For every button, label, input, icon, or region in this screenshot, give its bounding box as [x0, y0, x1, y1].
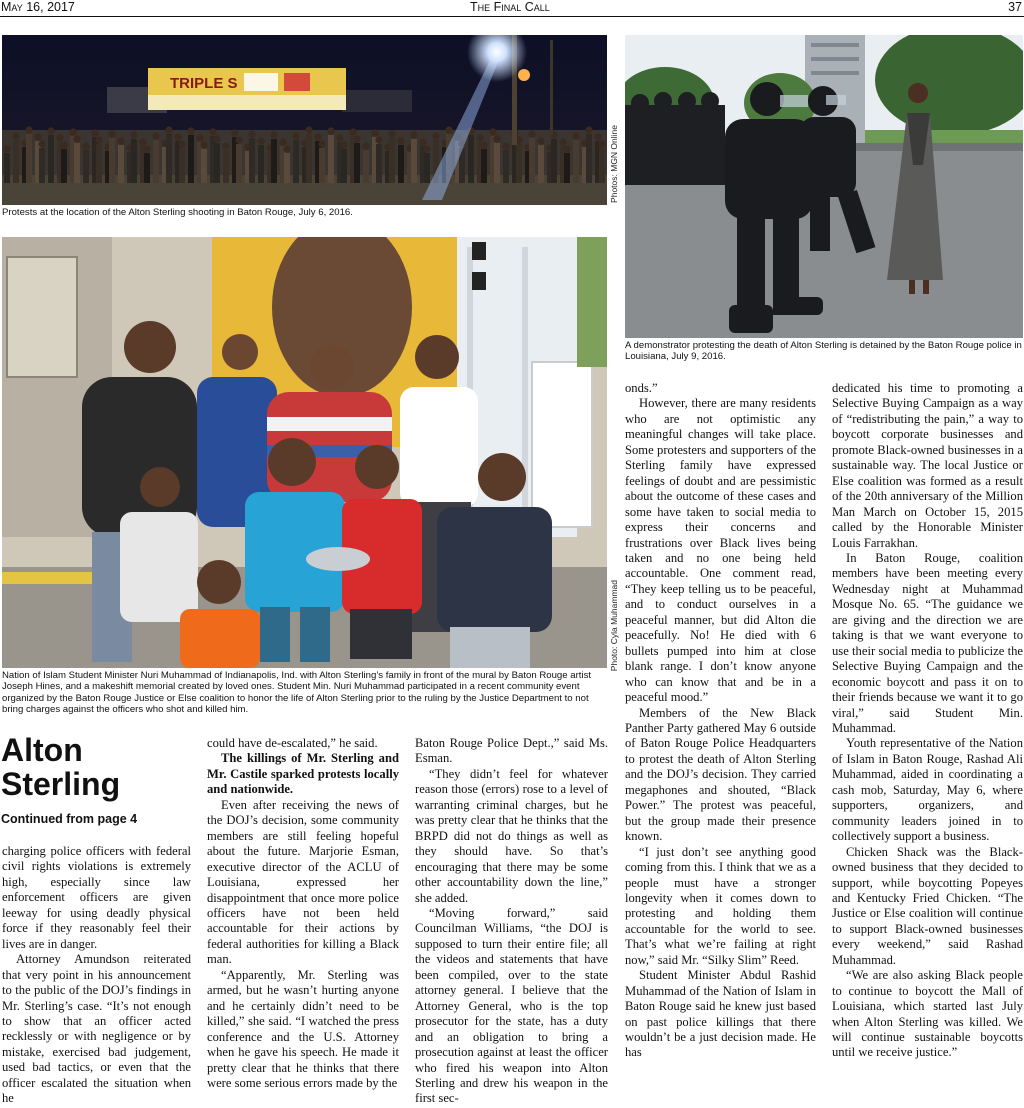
bold-paragraph: The killings of Mr. Sterling and Mr. Castile sparked protests locally and nationwide. [207, 751, 399, 797]
paragraph: onds.” [625, 381, 658, 395]
photo-credit-cyla: Photo: Cyla Muhammad [609, 580, 619, 672]
paragraph: Members of the New Black Panther Party gathered May 6 outside of Baton Rouge Police Headquarters to protest the death of Alton Sterling and the DOJ’s decision. They carried megaphones and shouted, “Black Power.” The protest was peaceful, but the group made their presence known. [625, 705, 816, 844]
paragraph: Baton Rouge Police Dept.,” said Ms. Esman. [415, 736, 608, 766]
article-column-3 [415, 736, 608, 1107]
page-number: 37 [1008, 0, 1022, 14]
paragraph: “Moving forward,” said Councilman Williams, “the DOJ is supposed to turn their entire file; all the videos and statements that have been compiled, over to the state attorney general. I believe that the Attorney General, who is the top prosecutor for the state, has a duty and an obligation to bring a prosecution against at least the officer who fired his weapon into Alton Sterling and drew his weapon in the first sec- [415, 905, 608, 1106]
paragraph: “We are also asking Black people to continue to boycott the Mall of Louisiana, which started last July when Alton Sterling was killed. We will continue sustainable boycotts until we receive justice.” [832, 968, 1023, 1060]
headline-line-2: Sterling [1, 766, 121, 802]
headline [1, 733, 120, 801]
paragraph: Youth representative of the Nation of Islam in Baton Rouge, Rashad Ali Muhammad, aided in coordinating a cash mob, Saturday, May 6, where supporters, organizers, and community leaders joined in to collectively support a business. [832, 736, 1023, 844]
article-column-4 [625, 381, 816, 1061]
police-detain-photo [625, 35, 1023, 338]
article-column-2 [207, 736, 399, 1091]
paragraph: Chicken Shack was the Black-owned business that they decided to support, while boycotting Popeyes and Kentucky Fried Chicken. “The Justice or Else coalition will continue to support Black-owned businesses every weekend,” said Rashad Muhammad. [832, 844, 1023, 967]
photo-credit-mgn: Photos: MGN Online [609, 125, 619, 203]
paragraph: Even after receiving the news of the DOJ’s decision, some community members are still feeling hopeful about the future. Marjorie Esman, executive director of the ACLU of Louisiana, expressed her disappointment that once more police officers have not been held accountable for their actions by federal authorities for killing a Black man. [207, 797, 399, 967]
paragraph: dedicated his time to promoting a Selective Buying Campaign as a way of “redistributing the pain,” a way to boycott corporate businesses and promote Black-owned businesses in a sustainable way. The local Justice or Else coalition was formed as a result of the 20th anniversary of the Million Man March on October 15, 2015 called by the Honorable Minister Louis Farrakhan. [832, 381, 1023, 550]
paragraph: However, there are many residents who are not optimistic any meaningful changes will take place. Some protesters and supporters of the Sterling family have expressed feelings of doubt and are pessimistic about the outcome of these cases and some have taken to social media to express their concerns and frustrations over Black lives being taken and no one being held accountable. One comment read, “They keep telling us to be peaceful, and to conduct ourselves in a peaceful manner, but did Alton die peacefully. No! He died with 6 bullets pumped into him at close blank range. I don’t know anyone who can know that and be in a peaceful mood.” [625, 396, 816, 705]
paragraph: “They didn’t feel for whatever reason those (errors) rose to a level of warranting criminal charges, but he was pretty clear that he thinks that the BRPD did not do things as well as they should have. So that’s encouraging that there may be some other accountability down the line,” she added. [415, 766, 608, 905]
paragraph: could have de-escalated,” he said. [207, 736, 378, 750]
family-photo-caption: Nation of Islam Student Minister Nuri Muhammad of Indianapolis, Ind. with Alton Sterling’s family in front of the mural by Baton Rouge artist Joseph Hines, and a makeshift memorial created by loved ones. Student Min. Nuri Muhammad participated in a recent community event organized by the Baton Rouge Justice or Else coalition to honor the life of Alton Sterling prior to the ruling by the Justice Department to not bring charges against the officers who shot and killed him. [2, 670, 592, 716]
police-photo-caption: A demonstrator protesting the death of Alton Sterling is detained by the Baton Rouge police in Louisiana, July 9, 2016. [625, 340, 1022, 363]
headline-line-1: Alton [1, 732, 83, 768]
issue-date: May 16, 2017 [1, 0, 75, 14]
crowd-protest-photo [2, 35, 607, 205]
article-column-5 [832, 381, 1023, 1061]
paragraph: “I just don’t see anything good coming from this. I think that we as a people must have a stronger longevity when it comes down to protesting and holding them accountable for the world to see. That’s what we’re failing at right now,” said Mr. “Silky Slim” Reed. [625, 844, 816, 967]
publication-name: The Final Call [470, 0, 550, 14]
page-header [0, 0, 1024, 17]
paragraph: Student Minister Abdul Rashid Muhammad of the Nation of Islam in Baton Rouge said he knew just based on past police killings that there wouldn’t be a just decision made. He has [625, 968, 816, 1060]
paragraph: “Apparently, Mr. Sterling was armed, but he wasn’t hurting anyone and he certainly didn’t need to be killed,” she said. “I watched the press conference and the U.S. Attorney when he gave his speech. He made it pretty clear that he thinks that there were some serious errors made by the [207, 967, 399, 1090]
store-sign: TRIPLE S [170, 75, 238, 92]
paragraph: In Baton Rouge, coalition members have been meeting every Wednesday night at Muhammad Mosque No. 65. “The guidance we are giving and the direction we are taking is that we want everyone to use their social media to publicize the Selective Buying Campaign and the economic boycott and pass it on to their friends because we want it to go viral,” said Student Min. Muhammad. [832, 550, 1023, 735]
paragraph: Attorney Amundson reiterated that very point in his announcement to the public of the DOJ’s findings in Mr. Sterling’s case. “It’s not enough to show that an officer acted recklessly or with negligence or by mistake, exercised bad judgement, used bad tactics, or even that the officer escalated the situation when he [2, 952, 191, 1106]
article-column-1 [2, 844, 191, 1107]
family-mural-photo [2, 237, 607, 668]
crowd-photo-caption: Protests at the location of the Alton Sterling shooting in Baton Rouge, July 6, 2016. [2, 207, 353, 218]
continued-from-note: Continued from page 4 [1, 812, 138, 826]
paragraph: charging police officers with federal civil rights violations is extremely high, especially since law enforcement officers are given leeway for using deadly physical force if they reasonably feel their lives are in danger. [2, 844, 191, 951]
